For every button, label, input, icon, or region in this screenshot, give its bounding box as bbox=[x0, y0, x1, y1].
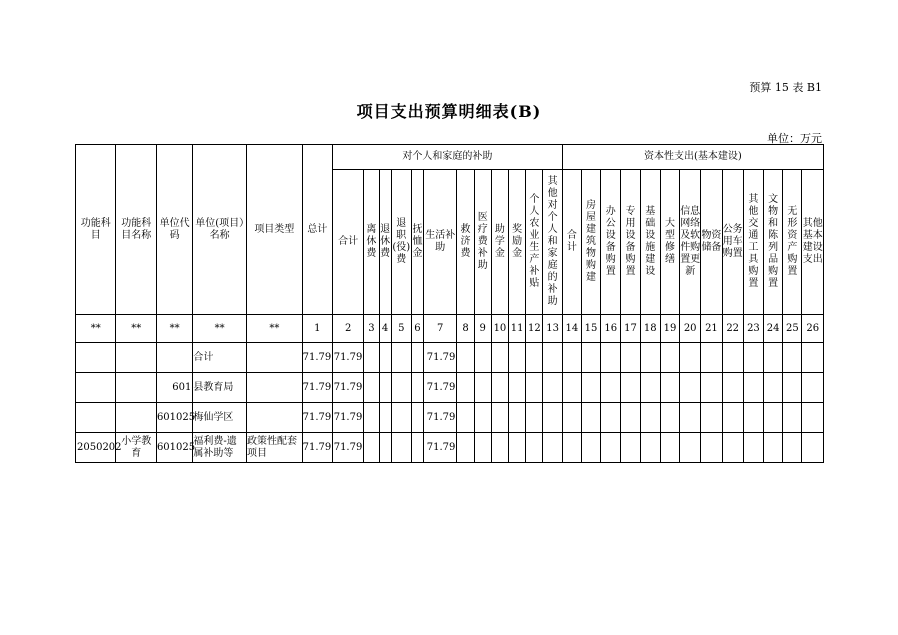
header-total: 总计 bbox=[302, 145, 332, 315]
cell-empty bbox=[640, 373, 660, 403]
cell-empty bbox=[621, 433, 640, 463]
header-capital-6: 信息网络及软件购置更新 bbox=[680, 170, 701, 315]
index-cell: 23 bbox=[743, 315, 763, 343]
header-personal-8: 助学金 bbox=[491, 170, 508, 315]
cell-empty bbox=[562, 373, 581, 403]
cell-empty bbox=[764, 403, 783, 433]
header-capital-9: 其他交通工具购置 bbox=[743, 170, 763, 315]
cell-empty bbox=[601, 433, 621, 463]
index-cell: 16 bbox=[601, 315, 621, 343]
cell-empty bbox=[474, 373, 491, 403]
cell-func-code bbox=[76, 373, 116, 403]
cell-func-name: 小学教育 bbox=[116, 433, 156, 463]
cell-empty bbox=[783, 403, 802, 433]
cell-empty bbox=[581, 433, 600, 463]
cell-empty bbox=[509, 343, 526, 373]
cell-empty bbox=[701, 433, 722, 463]
doc-code: 预算 15 表 B1 bbox=[749, 81, 822, 94]
cell-empty bbox=[640, 403, 660, 433]
cell-empty bbox=[802, 433, 824, 463]
cell-project-type bbox=[246, 373, 302, 403]
cell-total: 71.79 bbox=[302, 373, 332, 403]
cell-empty bbox=[457, 373, 474, 403]
index-cell: 19 bbox=[660, 315, 679, 343]
index-cell: 3 bbox=[364, 315, 379, 343]
header-unit-name: 单位(项目）名称 bbox=[193, 145, 247, 315]
cell-empty bbox=[640, 433, 660, 463]
cell-unit-code: 601 bbox=[156, 373, 192, 403]
cell-empty bbox=[701, 403, 722, 433]
cell-empty bbox=[743, 433, 763, 463]
cell-empty bbox=[509, 403, 526, 433]
cell-empty bbox=[411, 373, 423, 403]
index-cell: 12 bbox=[526, 315, 543, 343]
index-cell: 17 bbox=[621, 315, 640, 343]
cell-project-type: 政策性配套项目 bbox=[246, 433, 302, 463]
cell-empty bbox=[491, 433, 508, 463]
header-capital-4: 基础设施建设 bbox=[640, 170, 660, 315]
cell-empty bbox=[526, 343, 543, 373]
index-cell: ** bbox=[116, 315, 156, 343]
header-capital-12: 其他基本建设支出 bbox=[802, 170, 824, 315]
header-personal-7: 医疗费补助 bbox=[474, 170, 491, 315]
cell-empty bbox=[543, 373, 562, 403]
cell-empty bbox=[411, 343, 423, 373]
cell-empty bbox=[722, 403, 743, 433]
cell-empty bbox=[457, 343, 474, 373]
header-capital-0: 合计 bbox=[562, 170, 581, 315]
header-personal-9: 奖励金 bbox=[509, 170, 526, 315]
index-cell: 7 bbox=[424, 315, 457, 343]
cell-empty bbox=[391, 403, 411, 433]
cell-empty bbox=[562, 403, 581, 433]
cell-personal-total: 71.79 bbox=[332, 343, 363, 373]
cell-empty bbox=[457, 433, 474, 463]
index-cell: ** bbox=[76, 315, 116, 343]
cell-empty bbox=[379, 433, 391, 463]
cell-empty bbox=[743, 403, 763, 433]
cell-empty bbox=[391, 433, 411, 463]
cell-empty bbox=[601, 343, 621, 373]
cell-empty bbox=[680, 373, 701, 403]
header-personal-6: 救济费 bbox=[457, 170, 474, 315]
cell-func-name bbox=[116, 373, 156, 403]
header-unit-code: 单位代码 bbox=[156, 145, 192, 315]
cell-empty bbox=[364, 433, 379, 463]
cell-empty bbox=[601, 403, 621, 433]
cell-project-type bbox=[246, 403, 302, 433]
cell-empty bbox=[764, 373, 783, 403]
index-cell: ** bbox=[193, 315, 247, 343]
header-capital-8: 公务用车购置 bbox=[722, 170, 743, 315]
index-cell: 2 bbox=[332, 315, 363, 343]
cell-empty bbox=[474, 433, 491, 463]
cell-empty bbox=[621, 373, 640, 403]
cell-empty bbox=[543, 433, 562, 463]
index-cell: 20 bbox=[680, 315, 701, 343]
index-cell: 15 bbox=[581, 315, 600, 343]
cell-empty bbox=[526, 373, 543, 403]
cell-unit-code: 601025 bbox=[156, 403, 192, 433]
cell-empty bbox=[364, 373, 379, 403]
cell-living-subsidy: 71.79 bbox=[424, 403, 457, 433]
cell-personal-total: 71.79 bbox=[332, 433, 363, 463]
index-cell: ** bbox=[246, 315, 302, 343]
index-cell: 13 bbox=[543, 315, 562, 343]
cell-empty bbox=[526, 403, 543, 433]
index-cell: 6 bbox=[411, 315, 423, 343]
cell-empty bbox=[722, 343, 743, 373]
cell-empty bbox=[783, 433, 802, 463]
index-cell: 4 bbox=[379, 315, 391, 343]
index-cell: 18 bbox=[640, 315, 660, 343]
cell-empty bbox=[802, 403, 824, 433]
cell-empty bbox=[621, 343, 640, 373]
cell-empty bbox=[701, 373, 722, 403]
header-capital-10: 文物和陈列品购置 bbox=[764, 170, 783, 315]
index-cell: 1 bbox=[302, 315, 332, 343]
cell-empty bbox=[764, 433, 783, 463]
index-cell: 11 bbox=[509, 315, 526, 343]
cell-total: 71.79 bbox=[302, 403, 332, 433]
index-cell: 24 bbox=[764, 315, 783, 343]
cell-empty bbox=[601, 373, 621, 403]
cell-personal-total: 71.79 bbox=[332, 403, 363, 433]
header-personal-5: 生活补助 bbox=[424, 170, 457, 315]
index-cell: 10 bbox=[491, 315, 508, 343]
cell-empty bbox=[660, 343, 679, 373]
cell-empty bbox=[743, 343, 763, 373]
index-cell: 14 bbox=[562, 315, 581, 343]
cell-empty bbox=[391, 373, 411, 403]
cell-empty bbox=[802, 373, 824, 403]
page-title: 项目支出预算明细表(B) bbox=[356, 102, 542, 121]
header-personal-2: 退休费 bbox=[379, 170, 391, 315]
cell-empty bbox=[379, 403, 391, 433]
cell-project-type bbox=[246, 343, 302, 373]
cell-empty bbox=[364, 343, 379, 373]
table-row bbox=[76, 373, 824, 403]
header-func-name: 功能科目名称 bbox=[116, 145, 156, 315]
header-group-personal: 对个人和家庭的补助 bbox=[332, 145, 562, 170]
cell-empty bbox=[680, 433, 701, 463]
cell-empty bbox=[660, 433, 679, 463]
index-row bbox=[76, 315, 824, 343]
cell-empty bbox=[411, 403, 423, 433]
header-func-subject: 功能科目 bbox=[76, 145, 116, 315]
table-row bbox=[76, 403, 824, 433]
cell-empty bbox=[509, 433, 526, 463]
index-cell: ** bbox=[156, 315, 192, 343]
header-personal-1: 离休费 bbox=[364, 170, 379, 315]
index-cell: 22 bbox=[722, 315, 743, 343]
cell-empty bbox=[581, 373, 600, 403]
cell-empty bbox=[640, 343, 660, 373]
header-personal-10: 个人农业生产补贴 bbox=[526, 170, 543, 315]
header-capital-2: 办公设备购置 bbox=[601, 170, 621, 315]
cell-personal-total: 71.79 bbox=[332, 373, 363, 403]
table-row bbox=[76, 433, 824, 463]
header-capital-5: 大型修缮 bbox=[660, 170, 679, 315]
cell-func-code bbox=[76, 343, 116, 373]
index-cell: 9 bbox=[474, 315, 491, 343]
cell-living-subsidy: 71.79 bbox=[424, 373, 457, 403]
header-project-type: 项目类型 bbox=[246, 145, 302, 315]
header-capital-11: 无形资产购置 bbox=[783, 170, 802, 315]
cell-func-name bbox=[116, 403, 156, 433]
cell-empty bbox=[509, 373, 526, 403]
cell-empty bbox=[722, 433, 743, 463]
unit-label: 单位：万元 bbox=[767, 132, 822, 145]
cell-empty bbox=[660, 373, 679, 403]
header-row-1 bbox=[76, 145, 824, 170]
cell-empty bbox=[743, 373, 763, 403]
cell-total: 71.79 bbox=[302, 433, 332, 463]
index-cell: 5 bbox=[391, 315, 411, 343]
cell-empty bbox=[391, 343, 411, 373]
cell-empty bbox=[722, 373, 743, 403]
header-capital-7: 物资储备 bbox=[701, 170, 722, 315]
cell-empty bbox=[491, 403, 508, 433]
cell-empty bbox=[379, 343, 391, 373]
cell-func-name bbox=[116, 343, 156, 373]
cell-living-subsidy: 71.79 bbox=[424, 433, 457, 463]
header-personal-0: 合计 bbox=[332, 170, 363, 315]
header-personal-11: 其他对个人和家庭的补助 bbox=[543, 170, 562, 315]
cell-total: 71.79 bbox=[302, 343, 332, 373]
cell-func-code bbox=[76, 403, 116, 433]
header-personal-3: 退职(役)费 bbox=[391, 170, 411, 315]
cell-empty bbox=[543, 403, 562, 433]
cell-empty bbox=[491, 343, 508, 373]
cell-empty bbox=[491, 373, 508, 403]
header-personal-4: 抚恤金 bbox=[411, 170, 423, 315]
cell-empty bbox=[543, 343, 562, 373]
cell-empty bbox=[660, 403, 679, 433]
cell-empty bbox=[680, 403, 701, 433]
cell-unit-code bbox=[156, 343, 192, 373]
cell-empty bbox=[364, 403, 379, 433]
cell-empty bbox=[581, 403, 600, 433]
cell-empty bbox=[581, 343, 600, 373]
cell-empty bbox=[680, 343, 701, 373]
cell-empty bbox=[701, 343, 722, 373]
index-cell: 25 bbox=[783, 315, 802, 343]
cell-empty bbox=[621, 403, 640, 433]
cell-empty bbox=[783, 343, 802, 373]
cell-empty bbox=[526, 433, 543, 463]
header-group-capital: 资本性支出(基本建设) bbox=[562, 145, 823, 170]
index-cell: 21 bbox=[701, 315, 722, 343]
cell-empty bbox=[562, 343, 581, 373]
cell-empty bbox=[764, 343, 783, 373]
cell-empty bbox=[379, 373, 391, 403]
cell-living-subsidy: 71.79 bbox=[424, 343, 457, 373]
cell-unit-name: 合计 bbox=[193, 343, 247, 373]
cell-unit-code: 601025 bbox=[156, 433, 192, 463]
cell-func-code: 2050202 bbox=[76, 433, 116, 463]
cell-unit-name: 梅仙学区 bbox=[193, 403, 247, 433]
header-capital-3: 专用设备购置 bbox=[621, 170, 640, 315]
cell-empty bbox=[562, 433, 581, 463]
index-cell: 26 bbox=[802, 315, 824, 343]
index-cell: 8 bbox=[457, 315, 474, 343]
cell-empty bbox=[802, 343, 824, 373]
cell-empty bbox=[474, 343, 491, 373]
cell-empty bbox=[457, 403, 474, 433]
cell-empty bbox=[783, 373, 802, 403]
cell-empty bbox=[474, 403, 491, 433]
cell-empty bbox=[411, 433, 423, 463]
table-row bbox=[76, 343, 824, 373]
header-capital-1: 房屋建筑物购建 bbox=[581, 170, 600, 315]
cell-unit-name: 县教育局 bbox=[193, 373, 247, 403]
cell-unit-name: 福利费-遗属补助等 bbox=[193, 433, 247, 463]
budget-table bbox=[75, 144, 824, 463]
